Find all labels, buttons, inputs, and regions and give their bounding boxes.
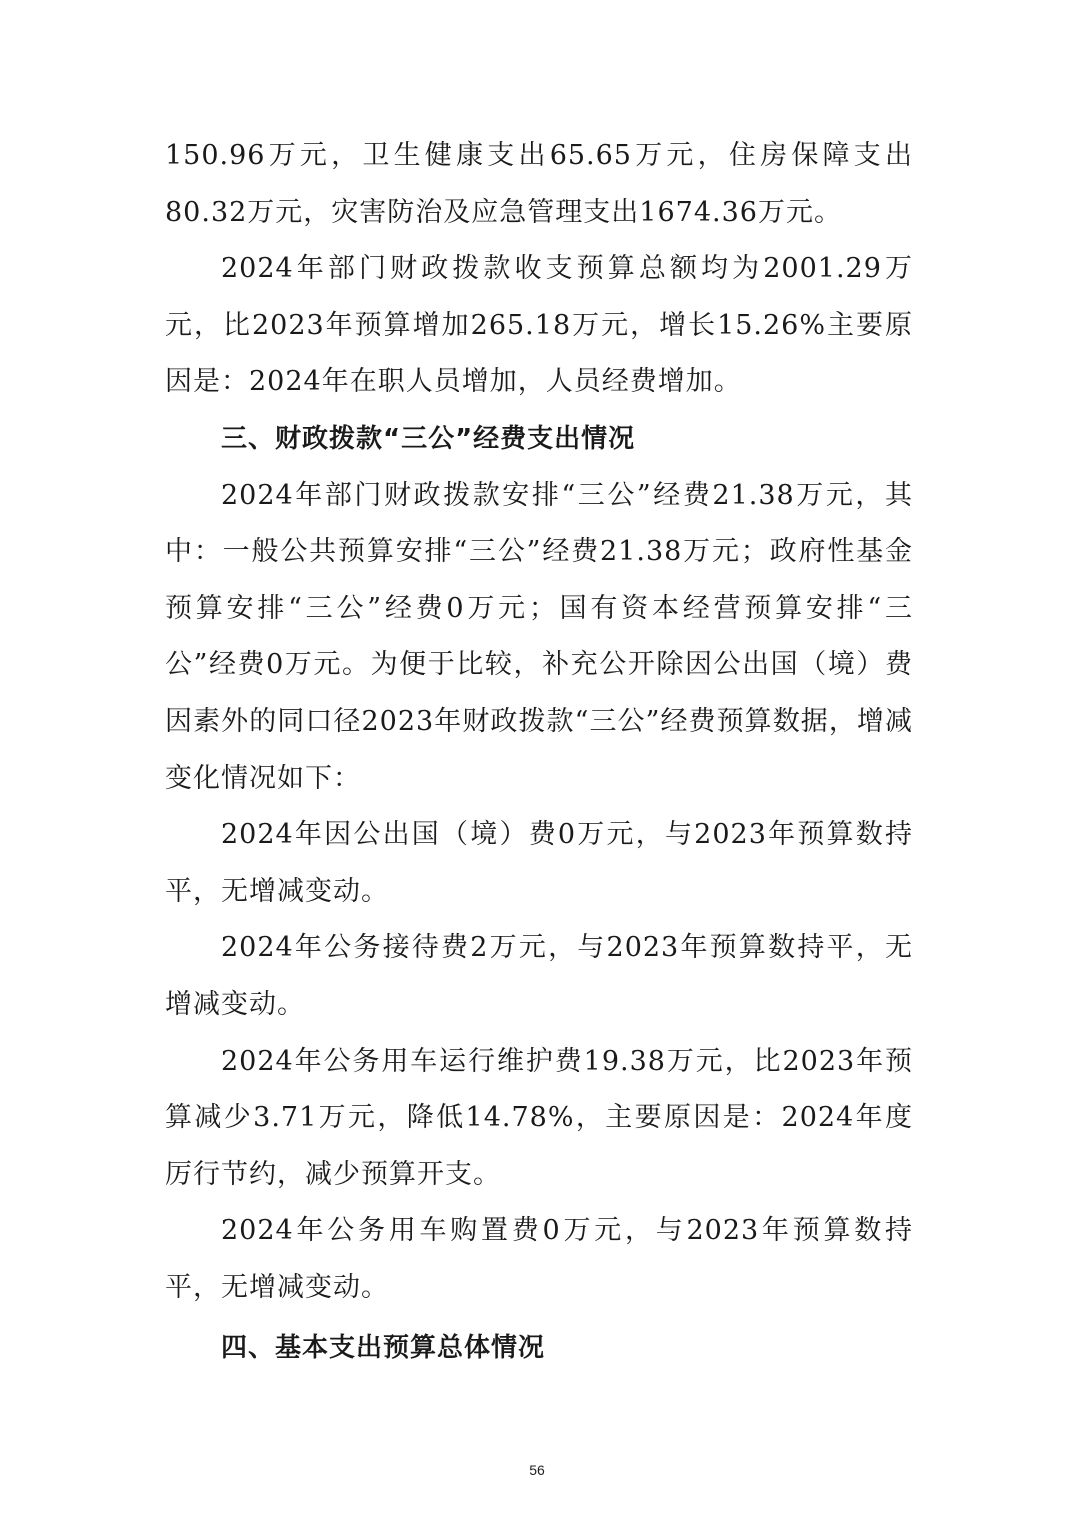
paragraph-vehicle-maintenance: 2024年公务用车运行维护费19.38万元，比2023年预算减少3.71万元，降低14.78%，主要原因是：2024年度厉行节约，减少预算开支。 — [165, 1045, 913, 1190]
paragraph-three-public-overview: 2024年部门财政拨款安排“三公”经费21.38万元，其中：一般公共预算安排“三公”经费21.38万元；政府性基金预算安排“三公”经费0万元；国有资本经营预算安排“三公”经费0万元。为便于比较，补充公开除因公出国（境）费因素外的同口径2023年财政拨款“三公”经费预算数据，增减变化情况如下： — [165, 479, 913, 794]
document-body — [165, 128, 913, 1377]
section-heading-basic-expenditure: 四、基本支出预算总体情况 — [221, 1333, 546, 1364]
paragraph-continuation: 150.96万元，卫生健康支出65.65万元，住房保障支出80.32万元，灾害防治及应急管理支出1674.36万元。 — [165, 140, 913, 228]
paragraph-budget-total: 2024年部门财政拨款收支预算总额均为2001.29万元，比2023年预算增加265.18万元，增长15.26%主要原因是：2024年在职人员增加，人员经费增加。 — [165, 253, 913, 398]
paragraph-overseas-travel: 2024年因公出国（境）费0万元，与2023年预算数持平，无增减变动。 — [165, 819, 913, 907]
section-heading-three-public: 三、财政拨款“三公”经费支出情况 — [221, 423, 636, 454]
paragraph-reception: 2024年公务接待费2万元，与2023年预算数持平，无增减变动。 — [165, 932, 913, 1020]
page-number: 56 — [529, 1462, 545, 1478]
paragraph-vehicle-purchase: 2024年公务用车购置费0万元，与2023年预算数持平，无增减变动。 — [165, 1215, 913, 1303]
